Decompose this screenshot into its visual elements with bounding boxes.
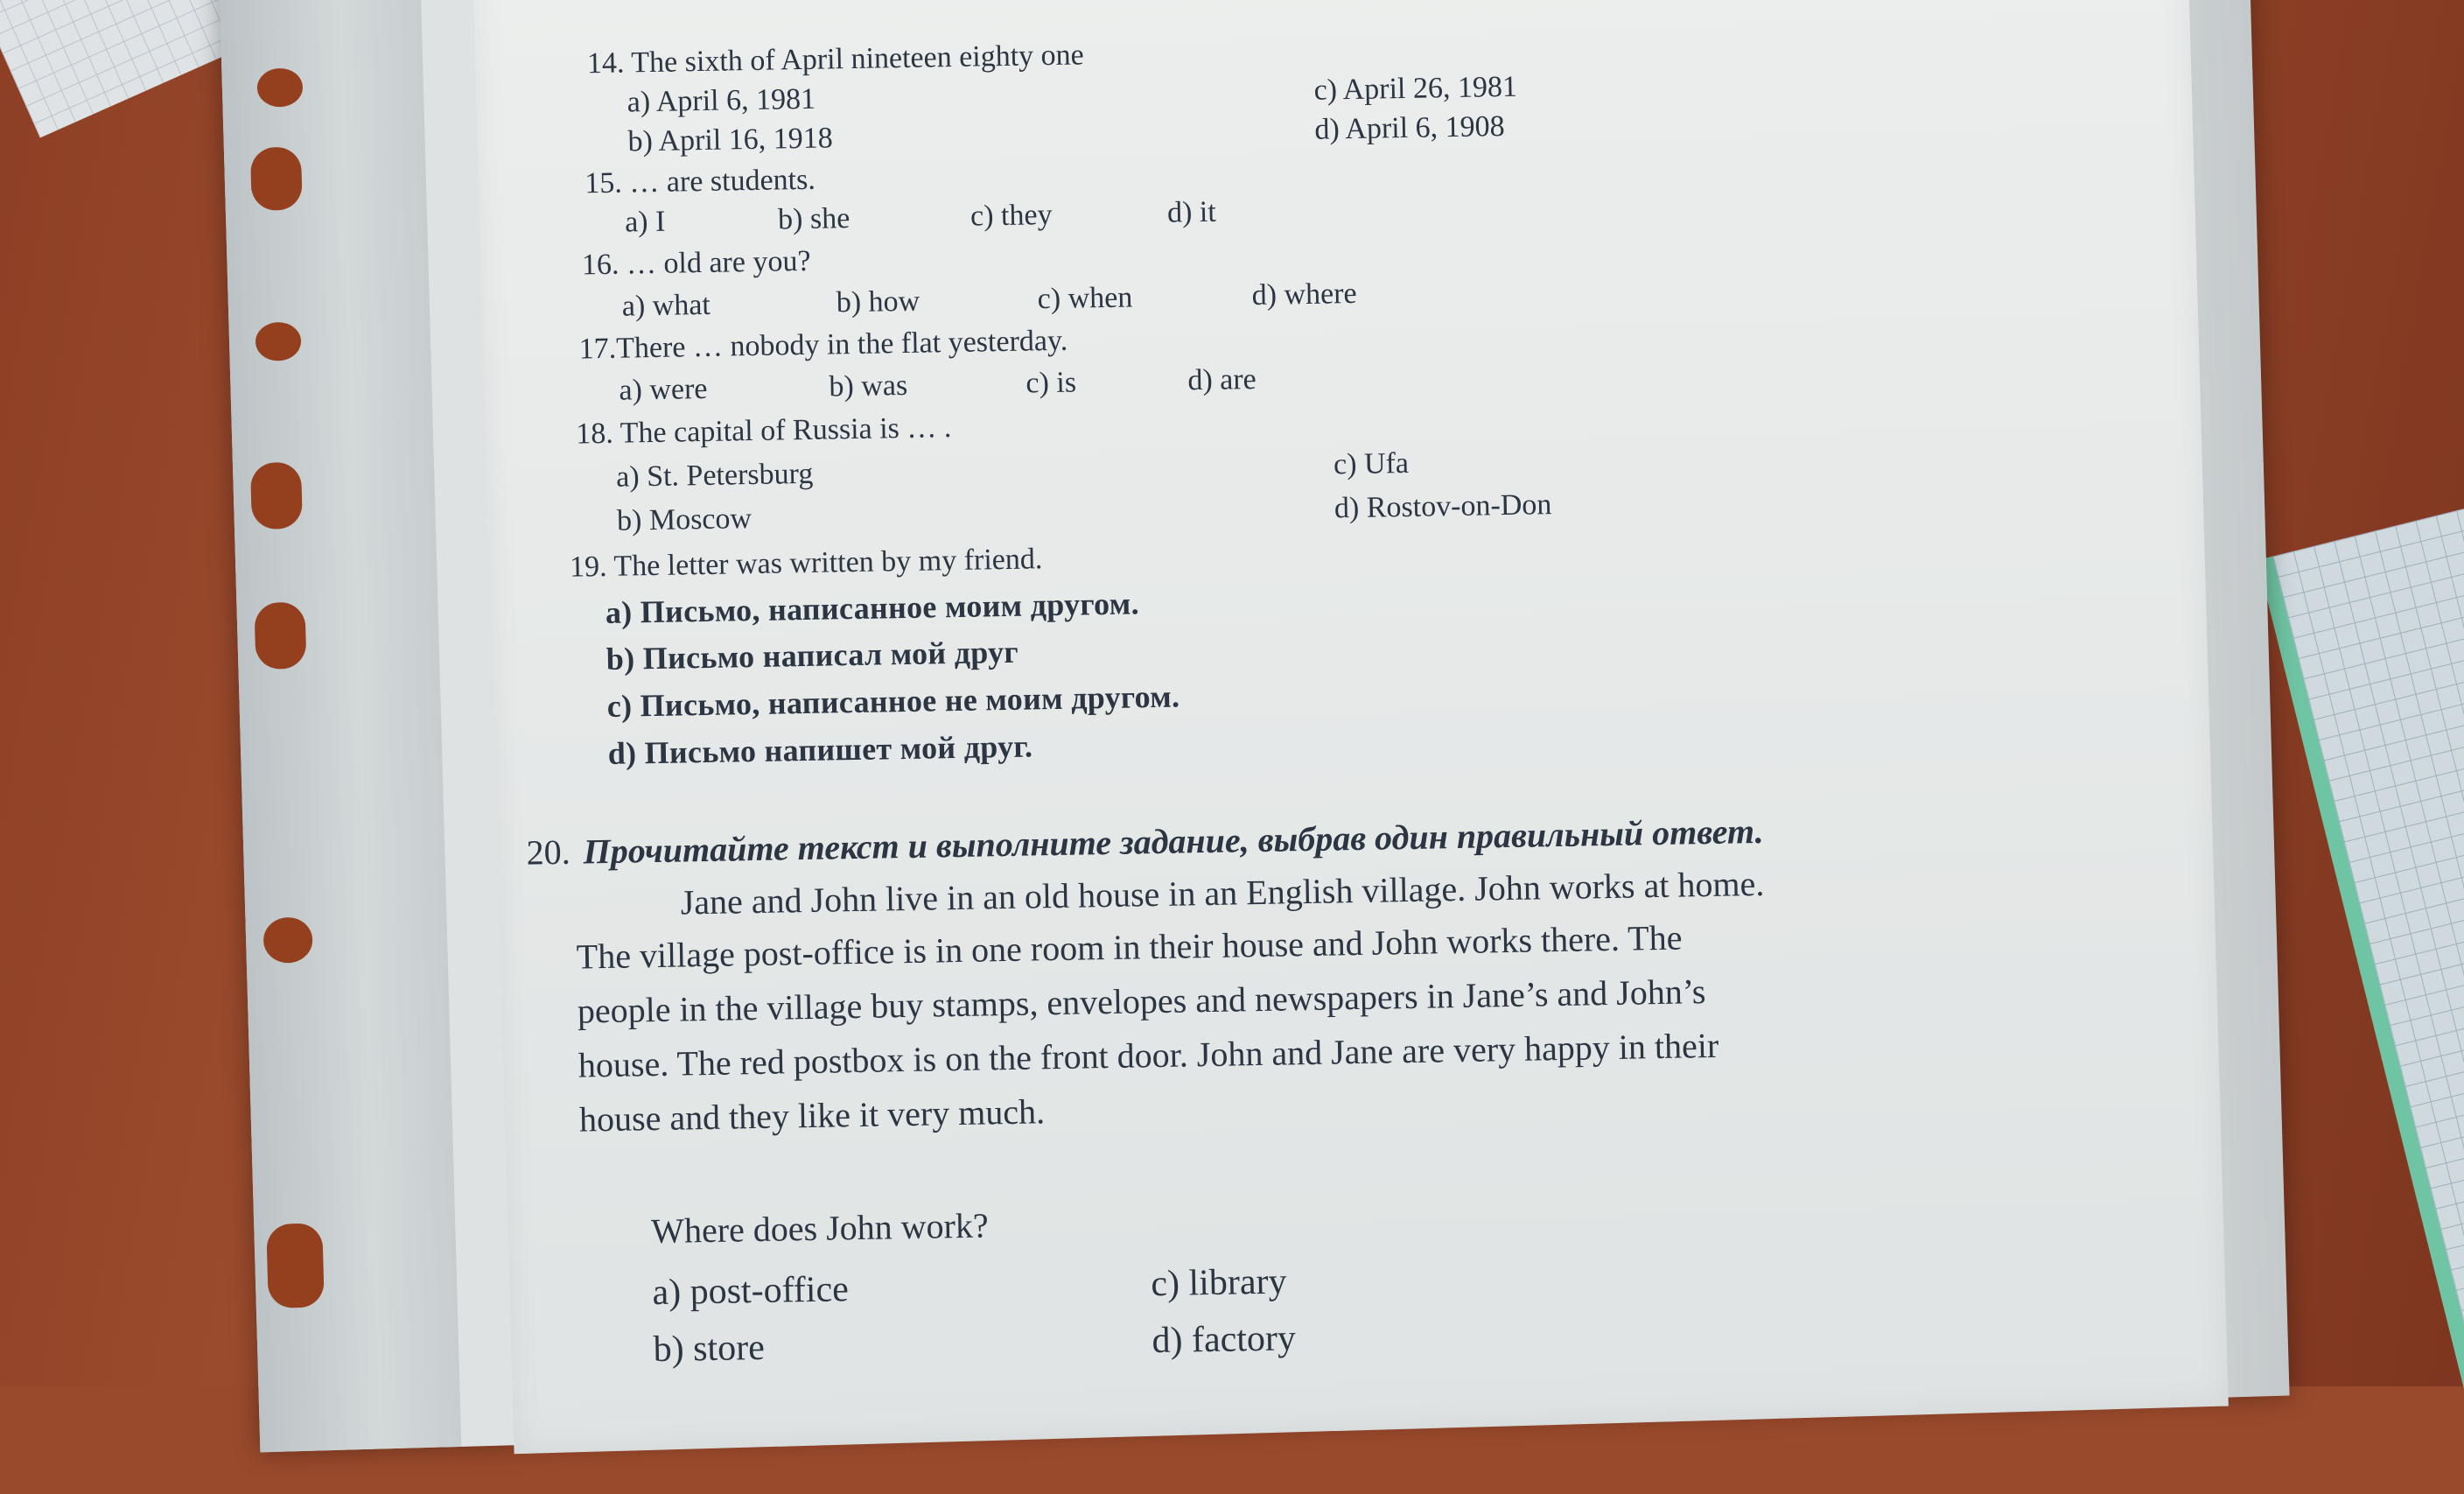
q16-option-b: b) how (836, 284, 920, 319)
q19-option-b: b) Письмо написал мой друг (606, 634, 1019, 677)
q17-option-d: d) are (1187, 362, 1257, 397)
passage-line-5: house and they like it very much. (578, 1091, 1046, 1140)
q16-option-a: a) what (621, 288, 711, 323)
question-14: 14. The sixth of April nineteen eighty one (586, 39, 1085, 81)
q20-option-b: b) store (653, 1327, 766, 1371)
q20-option-c: c) library (1151, 1261, 1287, 1305)
punch-hole (266, 1223, 325, 1308)
q19-option-c: c) Письмо, написанное не моим другом. (606, 678, 1180, 724)
q18-option-a: a) St. Petersburg (615, 457, 814, 494)
passage-line-2: The village post-office is in one room in their house and John works there. The (576, 917, 1683, 977)
question-16: 16. … old are you? (581, 244, 811, 282)
worksheet-content (298, 0, 1984, 1383)
question-20-number: 20. (526, 831, 571, 873)
q14-option-a: a) April 6, 1981 (626, 82, 816, 119)
q19-option-d: d) Письмо напишет мой друг. (607, 728, 1033, 771)
punch-hole (250, 146, 303, 211)
question-18: 18. The capital of Russia is … . (576, 411, 952, 451)
q14-option-b: b) April 16, 1918 (627, 122, 834, 158)
q14-option-d: d) April 6, 1908 (1314, 109, 1505, 146)
q17-option-c: c) is (1026, 366, 1077, 400)
q20-question: Where does John work? (650, 1205, 990, 1252)
q16-option-d: d) where (1251, 277, 1357, 312)
question-19: 19. The letter was written by my friend. (569, 543, 1043, 584)
q19-option-a: a) Письмо, написанное моим другом. (605, 586, 1140, 630)
punch-hole (250, 462, 303, 530)
q15-option-c: c) they (970, 198, 1053, 233)
q18-option-b: b) Moscow (616, 502, 752, 537)
question-17: 17.There … nobody in the flat yesterday. (578, 324, 1068, 366)
punch-hole (254, 602, 306, 670)
passage-line-1: Jane and John live in an old house in an English village. John works at home. (680, 863, 1765, 922)
q20-option-a: a) post-office (652, 1269, 850, 1314)
q16-option-c: c) when (1037, 281, 1133, 316)
q15-option-b: b) she (777, 202, 850, 236)
q15-option-a: a) I (624, 205, 666, 239)
q20-option-d: d) factory (1152, 1318, 1297, 1362)
q14-option-c: c) April 26, 1981 (1313, 70, 1518, 107)
q18-option-d: d) Rostov-on-Don (1334, 488, 1552, 525)
q15-option-d: d) it (1166, 195, 1217, 229)
question-20-instruction: Прочитайте текст и выполните задание, выбрав один правильный ответ. (583, 810, 1764, 872)
passage-line-3: people in the village buy stamps, envelopes and newspapers in Jane’s and John’s (577, 971, 1706, 1031)
punch-hole (255, 322, 301, 361)
q18-option-c: c) Ufa (1333, 446, 1410, 481)
punch-hole (262, 916, 312, 964)
question-15: 15. … are students. (584, 163, 816, 200)
q17-option-a: a) were (619, 372, 708, 407)
q17-option-b: b) was (829, 368, 908, 403)
passage-line-4: house. The red postbox is on the front door. John and Jane are very happy in their (578, 1025, 1719, 1085)
punch-hole (256, 67, 303, 107)
